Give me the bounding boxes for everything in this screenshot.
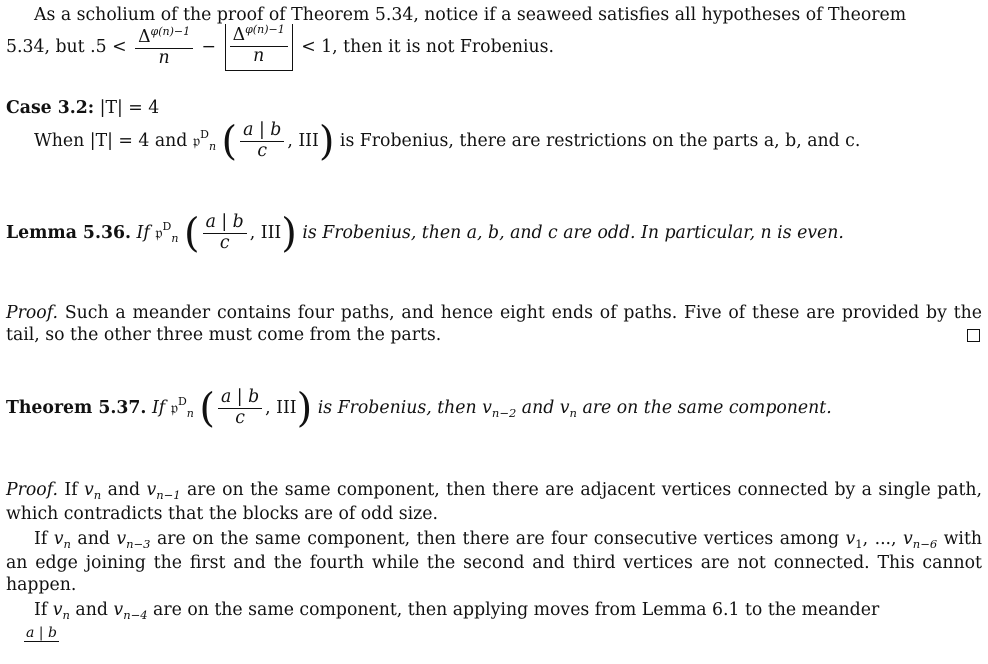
lemma-5-36: Lemma 5.36. If 𝔭$^D_n$ ( $\frac{a | b}{c}$ , III) is Frobenius, then a, b, and c are odd. In particular, n is even. [6, 210, 844, 257]
seaweed-expression: 𝔭$^D_n$ ( $\frac{a | b}{c}$ , III) [170, 385, 313, 432]
case-heading: Case 3.2: |T| = 4 [6, 98, 160, 118]
qed-box [967, 329, 980, 342]
theorem-proof [6, 479, 982, 643]
scholium-line-2: 5.34, but .5 < $\frac{\Delta^{\varphi(n)-1}}{n}$ − $\frac{\Delta^{\varphi(n)-1}}{n}$ < 1, then it is not Frobenius. [6, 24, 982, 71]
proof-paragraph-3: If $v_n$ and $v_{n-4}$ are on the same component, then applying moves from Lemma 6.1 to the meander [34, 599, 880, 622]
floor-expression: $\frac{\Delta^{\varphi(n)-1}}{n}$ [225, 24, 293, 71]
cut-off-fraction: a | b [26, 624, 57, 641]
theorem-5-37: Theorem 5.37. If 𝔭$^D_n$ ( $\frac{a | b}{c}$ , III) is Frobenius, then $v_{n-2}$ and $v_n$ are on the same component. [6, 385, 832, 432]
seaweed-expression: 𝔭$^D_n$ ( $\frac{a | b}{c}$ , III) [155, 210, 297, 257]
lemma-proof: Proof. Such a meander contains four paths, and hence eight ends of paths. Five of these are provided by the tail, so the other three must come from the parts. [6, 303, 982, 346]
proof-paragraph-1: Proof. If $v_n$ and $v_{n-1}$ are on the same component, then there are adjacent vertices connected by a single path, which contradicts that the blocks are of odd size. [6, 480, 983, 524]
delta-fraction: $\frac{\Delta^{\varphi(n)-1}}{n}$ [135, 26, 193, 69]
scholium-line-1: As a scholium of the proof of Theorem 5.34, notice if a seaweed satisfies all hypotheses of Theorem [34, 5, 907, 25]
seaweed-expression: 𝔭$^D_n$ ( $\frac{a | b}{c}$ , III) [192, 118, 335, 165]
proof-paragraph-2: If $v_n$ and $v_{n-3}$ are on the same component, then there are four consecutive vertices among $v_1$, ..., $v_{n-6}$ with an edge joining the first and the fourth while the second and third vertices are not connected. This cannot happen. [6, 528, 983, 595]
case-text: When |T| = 4 and 𝔭$^D_n$ ( $\frac{a | b}{c}$ , III) is Frobenius, there are restrictions on the parts a, b, and c. [34, 118, 861, 165]
scholium-paragraph [6, 4, 982, 71]
